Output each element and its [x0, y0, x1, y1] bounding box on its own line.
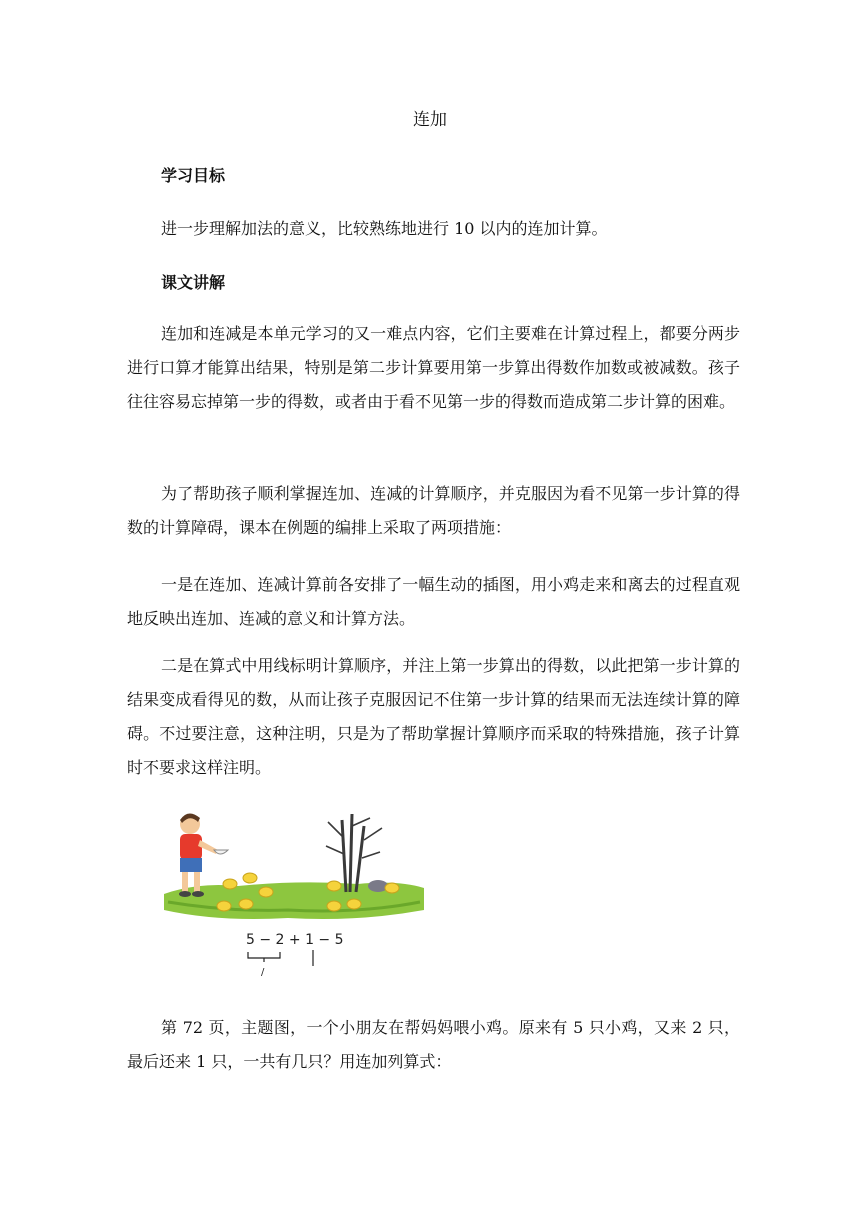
bamboo-plant — [326, 814, 382, 892]
section-heading-lesson-explanation: 课文讲解 — [161, 273, 226, 292]
explanation-paragraph-2: 为了帮助孩子顺利掌握连加、连减的计算顺序，并克服因为看不见第一步计算的得数的计算障碍，课本在例题的编排上采取了两项措施： — [127, 484, 740, 537]
boy-figure — [179, 813, 228, 897]
explanation-paragraph-3: 一是在连加、连减计算前各安排了一幅生动的插图，用小鸡走来和离去的过程直观地反映出连加、连减的意义和计算方法。 — [127, 575, 740, 628]
first-step-result-mark: / — [261, 967, 265, 978]
closing-paragraph: 第 72 页，主题图，一个小朋友在帮妈妈喂小鸡。原来有 5 只小鸡，又来 2 只，最后还来 1 只，一共有几只？用连加列算式： — [127, 1018, 740, 1071]
explanation-paragraph-4: 二是在算式中用线标明计算顺序，并注上第一步算出的得数，以此把第一步计算的结果变成看得见的数，从而让孩子克服因记不住第一步计算的结果而无法连续计算的障碍。不过要注意，这种注明，只是为了帮助掌握计算顺序而采取的特殊措施，孩子计算时不要求这样注明。 — [127, 656, 740, 777]
document-title: 连加 — [413, 110, 447, 130]
section-heading-learning-goals: 学习目标 — [161, 166, 226, 185]
illustration-equation: 5 − 2 + 1 − 5 — [246, 932, 344, 948]
chick-feeding-illustration — [158, 806, 428, 984]
explanation-paragraph-1: 连加和连减是本单元学习的又一难点内容，它们主要难在计算过程上，都要分两步进行口算才能算出结果，特别是第二步计算要用第一步算出得数作加数或被减数。孩子往往容易忘掉第一步的得数，或者由于看不见第一步的得数而造成第二步计算的困难。 — [127, 324, 740, 411]
learning-goal-paragraph: 进一步理解加法的意义，比较熟练地进行 10 以内的连加计算。 — [161, 219, 608, 238]
